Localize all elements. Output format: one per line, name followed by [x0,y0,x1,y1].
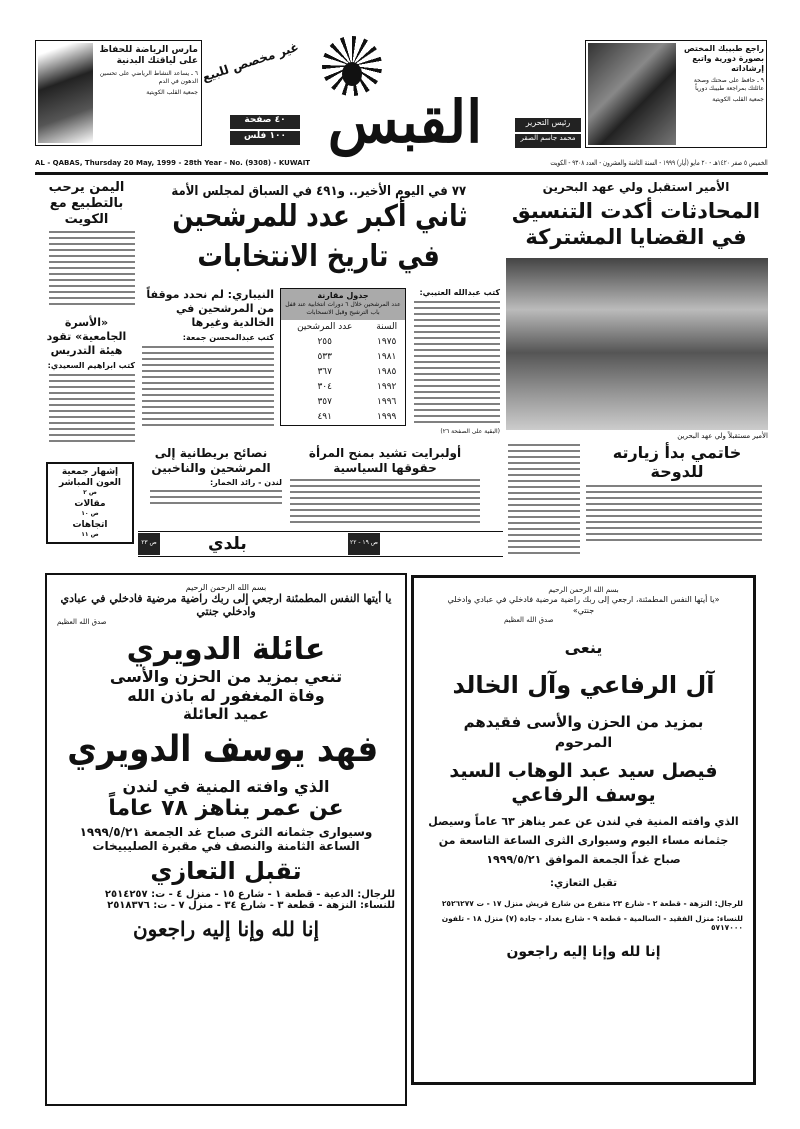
election-year: ١٩٨٥ [377,367,397,377]
logo-sunburst-icon [322,36,382,96]
ad-title: مارس الرياضة للحفاظ على لياقتك البدنية [99,45,198,66]
quran-verse: يا أيتها النفس المطمئنة ارجعي إلى ربك راضية مرضية فادخلي في عبادي وادخلي جنتي [60,592,392,618]
albright-story-text [290,479,480,525]
family-byline: كتب ابراهيم السعيدي: [47,361,135,370]
obit-line: الساعة الثامنة والنصف في مقبرة الصليبيخات [92,839,360,853]
khatami-story-text [586,485,762,545]
sadaq: صدق الله العظيم [57,618,107,626]
women-address: للنساء: منزل الفقيد - السالمية - قطعة ٩ - شارع بغداد - جادة (٧) منزل ١٨ - تلفون ٥٧١٧٠٠٠ [441,914,743,932]
table-row [281,380,405,395]
closing-verse: إنا لله وإنا إليه راجعون [506,944,661,960]
ad-body: ٦ ـ يساعد النشاط الرياضي على تحسين الدهون في الدم [99,70,198,85]
index-item[interactable]: اتجاهات ص ١١ [72,520,108,538]
family-name: آل الرفاعي وآل الخالد [452,671,715,699]
nibari-byline: كتب عبدالمحسن جمعة: [182,333,274,342]
obit-line: المرحوم [554,735,613,751]
candidate-count: ٢٥٥ [317,337,332,347]
runner-image [38,43,93,143]
condolence-title: تقبل التعازي: [549,878,618,889]
page-count: ٤٠ صفحة [230,115,300,129]
hand-image [588,43,676,145]
obit-line: عن عمر يناهز ٧٨ عاماً [108,796,344,821]
price: ١٠٠ فلس [230,131,300,145]
british-byline: لندن - رائد الخمار: [209,478,282,487]
amir-headline: المحادثات أكدت التنسيق في القضايا المشتركة [511,199,761,249]
obituary-rifai [411,575,756,1085]
basmala: بسم الله الرحمن الرحيم [548,586,619,594]
right-heart-ad[interactable] [585,40,767,148]
lead-headline-2: في تاريخ الانتخابات [197,239,440,274]
lead-headline: ثاني أكبر عدد للمرشحين [172,199,468,234]
photo-caption: الأمير مستقبلاً ولي عهد البحرين [677,432,768,440]
ad-org: جمعية القلب الكويتية [146,89,198,96]
albright-headline: أولبرايت تشيد بمنح المرأة حقوقها السياسية [308,446,462,475]
men-address: للرجال: الدعية - قطعة ١ - شارع ١٥ - منزل ٤ - ت: ٢٥١٤٢٥٧ [104,889,395,900]
table-row [281,350,405,365]
yanaa: ينعى [564,638,603,657]
basmala: بسم الله الرحمن الرحيم [185,583,267,592]
ad-title: راجع طبيبك المختص بصورة دورية واتبع إرشاداته [684,44,764,73]
amir-kicker: الأمير استقبل ولي عهد البحرين [542,180,730,194]
men-address: للرجال: النزهة - قطعة ٢ - شارع ٢٣ متفرع من شارع قريش منزل ١٧ - ت ٢٥٢٦٢٧٧ [441,899,743,908]
candidate-count: ٣٠٤ [317,382,332,392]
obit-line: تنعي بمزيد من الحزن والأسى [109,667,343,686]
candidates-table [280,288,406,426]
deceased-name: فهد يوسف الدويري [66,729,378,770]
election-year: ١٩٩٢ [377,382,397,392]
left-heart-ad[interactable] [35,40,202,146]
dateline-english: AL - QABAS, Thursday 20 May, 1999 - 28th Year - No. (9308) - KUWAIT [35,159,311,167]
family-headline: «الأسرة الجامعية» تقود هيئة التدريس [46,316,127,357]
lead-continued: (البقية على الصفحة ٢٦) [440,428,500,435]
nibari-story-text [142,346,274,426]
family-name: عائلة الدويري [126,632,326,667]
table-title: جدول مقارنة [281,289,405,301]
obit-line: وسيوارى جثمانه الثرى صباح غد الجمعة ١٩٩٩/٥/٢١ [79,825,373,839]
candidate-count: ٥٣٣ [317,352,332,362]
baladi-label[interactable]: بلدي [208,534,247,554]
ad-body: ٩ ـ حافظ على صحتك وصحة عائلتك بمراجعة طبيبك دورياً [693,77,764,92]
index-item[interactable]: مقالات ص ١٠ [74,499,106,517]
yemen-story-text [49,231,135,309]
sadaq: صدق الله العظيم [504,616,554,624]
table-row [281,410,405,425]
amir-story-text [508,444,580,554]
election-year: ١٩٧٥ [377,337,397,347]
table-row [281,335,405,350]
obit-line: الذي وافته المنية في لندن [122,777,330,796]
family-story-text [49,374,135,444]
obit-line: جثمانه مساء اليوم وسيوارى الثرى الساعة التاسعة من [438,834,729,847]
candidate-count: ٣٥٧ [317,397,332,407]
dateline-arabic: الخميس ٥ صفر ١٤٢٠هـ - ٢٠ مايو (أيار) ١٩٩٩ - السنة الثامنة والعشرون - العدد ٩٣٠٨ - الكويت [550,159,768,167]
candidate-count: ٤٩١ [317,412,332,422]
candidate-count: ٣٦٧ [317,367,332,377]
obit-line: وفاة المغفور له باذن الله [127,686,325,705]
yemen-headline: اليمن يرحب بالتطبيع مع الكويت [48,180,125,227]
british-headline: نصائح بريطانية إلى المرشحين والناخبين [151,446,271,475]
candidates-data [281,320,405,425]
ad-org: جمعية القلب الكويتية [712,96,764,103]
closing-verse: إنا لله وإنا إليه راجعون [132,917,320,941]
quran-verse: «يا أيتها النفس المطمئنة، ارجعي إلى ربك راضية مرضية فادخلي في عبادي وادخلي جنتي» [447,595,720,615]
obit-line: عميد العائلة [182,705,270,723]
election-year: ١٩٨١ [377,352,397,362]
obituary-dowairi [45,573,407,1106]
table-row [281,365,405,380]
lead-byline: كتب عبدالله العتيبي: [419,288,500,297]
editor-label: رئيس التحرير [515,118,581,132]
amir-photo [506,258,768,430]
women-address: للنساء: النزهة - قطعة ٣ - شارع ٣٤ - منزل ٧ - ت: ٢٥١٨٣٧٦ [107,900,395,911]
header-count: عدد المرشحين [297,322,353,332]
header-year: السنة [376,322,398,332]
obit-line: الذي وافته المنية في لندن عن عمر يناهز ٦٣ عاماً وسيصل [428,815,739,828]
editor-name: محمد جاسم الصقر [515,134,581,148]
british-story-text [150,490,282,508]
bottom-strip [138,531,503,557]
not-for-sale-label: غير مخصص للبيع [200,39,301,85]
table-row [281,395,405,410]
strip-page-ref[interactable]: ص ١٩ - ٢٢ [348,533,380,555]
nibari-headline: النيباري: لم نحدد موقفاً من المرشحين في الخالدية وغيرها [146,288,274,329]
obit-line: صباح غداً الجمعة الموافق ١٩٩٩/٥/٢١ [486,853,681,866]
index-item[interactable]: إشهار جمعية العون المباشر ص ٢ [58,467,121,496]
condolence-title: تقبل التعازي [150,857,302,885]
deceased-name: فيصل سيد عبد الوهاب السيد يوسف الرفاعي [449,760,718,806]
lead-kicker: ٧٧ في اليوم الأخير.. و٤٩١ في السباق لمجلس الأمة [171,184,466,199]
index-box [46,462,134,544]
strip-page-ref[interactable]: ص ٢٣ [138,533,160,555]
newspaper-logo: القبس [327,88,483,156]
table-subtitle: عدد المرشحين خلال ٦ دورات انتخابية عند قفل باب الترشيح وقبل الانسحابات [281,301,405,320]
election-year: ١٩٩٦ [377,397,397,407]
khatami-headline: خاتمي بدأ زيارته للدوحة [612,443,742,481]
masthead-rule [35,172,768,175]
obit-line: بمزيد من الحزن والأسى فقيدهم [463,713,704,731]
election-year: ١٩٩٩ [377,412,397,422]
lead-story-text [414,301,500,425]
